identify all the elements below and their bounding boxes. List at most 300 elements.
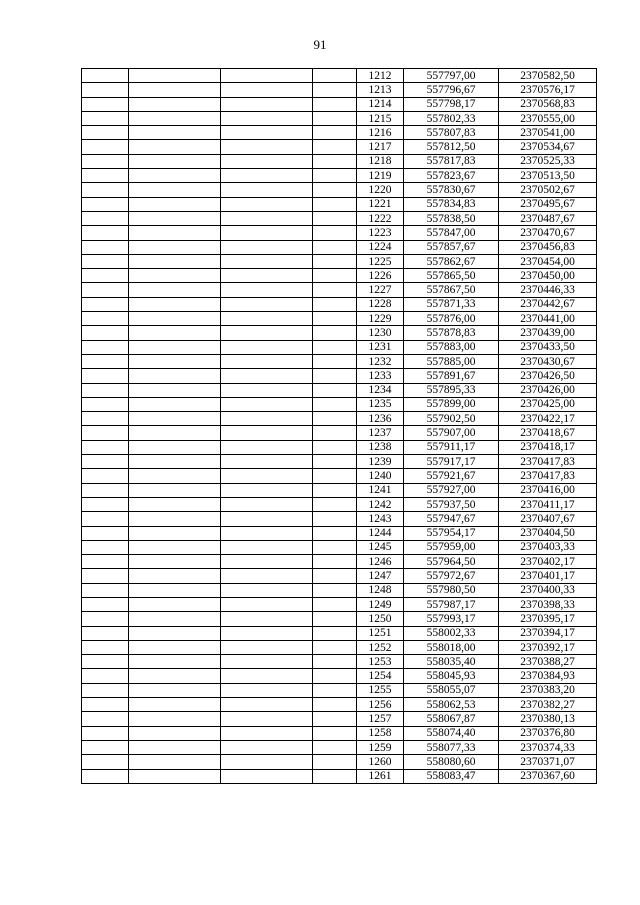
empty-cell [313, 326, 357, 340]
empty-cell [82, 269, 129, 283]
empty-cell [221, 354, 313, 368]
empty-cell [313, 297, 357, 311]
table-row [82, 669, 597, 683]
empty-cell [82, 154, 129, 168]
point-number-cell: 1258 [357, 726, 404, 740]
x-coordinate-cell: 557907,00 [404, 426, 499, 440]
empty-cell [313, 240, 357, 254]
point-number-cell: 1222 [357, 211, 404, 225]
x-coordinate-cell: 557867,50 [404, 283, 499, 297]
y-coordinate-cell: 2370371,07 [499, 755, 597, 769]
point-number-cell: 1224 [357, 240, 404, 254]
y-coordinate-cell: 2370446,33 [499, 283, 597, 297]
table-row [82, 312, 597, 326]
point-number-cell: 1237 [357, 426, 404, 440]
empty-cell [129, 240, 221, 254]
x-coordinate-cell: 557993,17 [404, 612, 499, 626]
empty-cell [221, 526, 313, 540]
y-coordinate-cell: 2370403,33 [499, 540, 597, 554]
empty-cell [221, 226, 313, 240]
empty-cell [313, 769, 357, 783]
empty-cell [313, 397, 357, 411]
x-coordinate-cell: 558018,00 [404, 640, 499, 654]
empty-cell [82, 569, 129, 583]
empty-cell [129, 397, 221, 411]
x-coordinate-cell: 557895,33 [404, 383, 499, 397]
point-number-cell: 1256 [357, 698, 404, 712]
y-coordinate-cell: 2370513,50 [499, 169, 597, 183]
empty-cell [82, 283, 129, 297]
table-row [82, 97, 597, 111]
empty-cell [221, 154, 313, 168]
empty-cell [129, 540, 221, 554]
empty-cell [129, 126, 221, 140]
y-coordinate-cell: 2370367,60 [499, 769, 597, 783]
y-coordinate-cell: 2370576,17 [499, 83, 597, 97]
empty-cell [129, 226, 221, 240]
x-coordinate-cell: 557917,17 [404, 455, 499, 469]
y-coordinate-cell: 2370376,80 [499, 726, 597, 740]
table-row [82, 426, 597, 440]
empty-cell [129, 283, 221, 297]
empty-cell [221, 497, 313, 511]
point-number-cell: 1261 [357, 769, 404, 783]
empty-cell [82, 354, 129, 368]
y-coordinate-cell: 2370441,00 [499, 312, 597, 326]
empty-cell [82, 640, 129, 654]
point-number-cell: 1239 [357, 455, 404, 469]
point-number-cell: 1221 [357, 197, 404, 211]
empty-cell [313, 469, 357, 483]
empty-cell [82, 169, 129, 183]
empty-cell [82, 211, 129, 225]
empty-cell [313, 111, 357, 125]
empty-cell [313, 183, 357, 197]
empty-cell [82, 698, 129, 712]
empty-cell [82, 111, 129, 125]
x-coordinate-cell: 557847,00 [404, 226, 499, 240]
x-coordinate-cell: 558067,87 [404, 712, 499, 726]
point-number-cell: 1233 [357, 369, 404, 383]
empty-cell [129, 497, 221, 511]
point-number-cell: 1234 [357, 383, 404, 397]
empty-cell [221, 583, 313, 597]
y-coordinate-cell: 2370404,50 [499, 526, 597, 540]
point-number-cell: 1249 [357, 597, 404, 611]
point-number-cell: 1223 [357, 226, 404, 240]
y-coordinate-cell: 2370541,00 [499, 126, 597, 140]
point-number-cell: 1242 [357, 497, 404, 511]
y-coordinate-cell: 2370470,67 [499, 226, 597, 240]
y-coordinate-cell: 2370388,27 [499, 655, 597, 669]
x-coordinate-cell: 557902,50 [404, 412, 499, 426]
table-row [82, 698, 597, 712]
empty-cell [82, 197, 129, 211]
empty-cell [313, 197, 357, 211]
empty-cell [221, 140, 313, 154]
empty-cell [82, 312, 129, 326]
empty-cell [313, 69, 357, 83]
x-coordinate-cell: 557802,33 [404, 111, 499, 125]
x-coordinate-cell: 557972,67 [404, 569, 499, 583]
empty-cell [221, 669, 313, 683]
point-number-cell: 1220 [357, 183, 404, 197]
table-row [82, 197, 597, 211]
x-coordinate-cell: 557980,50 [404, 583, 499, 597]
point-number-cell: 1226 [357, 269, 404, 283]
empty-cell [82, 726, 129, 740]
empty-cell [129, 683, 221, 697]
empty-cell [313, 312, 357, 326]
empty-cell [221, 369, 313, 383]
empty-cell [129, 669, 221, 683]
y-coordinate-cell: 2370417,83 [499, 469, 597, 483]
point-number-cell: 1243 [357, 512, 404, 526]
empty-cell [313, 83, 357, 97]
empty-cell [129, 440, 221, 454]
x-coordinate-cell: 558074,40 [404, 726, 499, 740]
empty-cell [129, 154, 221, 168]
empty-cell [82, 97, 129, 111]
empty-cell [313, 612, 357, 626]
empty-cell [129, 469, 221, 483]
x-coordinate-cell: 557876,00 [404, 312, 499, 326]
empty-cell [313, 97, 357, 111]
empty-cell [221, 283, 313, 297]
x-coordinate-cell: 557834,83 [404, 197, 499, 211]
empty-cell [313, 426, 357, 440]
point-number-cell: 1254 [357, 669, 404, 683]
empty-cell [82, 655, 129, 669]
empty-cell [129, 769, 221, 783]
empty-cell [221, 297, 313, 311]
point-number-cell: 1227 [357, 283, 404, 297]
point-number-cell: 1245 [357, 540, 404, 554]
x-coordinate-cell: 557797,00 [404, 69, 499, 83]
empty-cell [221, 69, 313, 83]
x-coordinate-cell: 557885,00 [404, 354, 499, 368]
point-number-cell: 1252 [357, 640, 404, 654]
y-coordinate-cell: 2370384,93 [499, 669, 597, 683]
point-number-cell: 1230 [357, 326, 404, 340]
empty-cell [221, 169, 313, 183]
empty-cell [129, 269, 221, 283]
y-coordinate-cell: 2370568,83 [499, 97, 597, 111]
empty-cell [129, 326, 221, 340]
point-number-cell: 1228 [357, 297, 404, 311]
empty-cell [82, 69, 129, 83]
point-number-cell: 1218 [357, 154, 404, 168]
empty-cell [129, 712, 221, 726]
empty-cell [221, 569, 313, 583]
y-coordinate-cell: 2370392,17 [499, 640, 597, 654]
empty-cell [129, 169, 221, 183]
empty-cell [221, 698, 313, 712]
table-row [82, 455, 597, 469]
point-number-cell: 1236 [357, 412, 404, 426]
x-coordinate-cell: 558080,60 [404, 755, 499, 769]
y-coordinate-cell: 2370555,00 [499, 111, 597, 125]
point-number-cell: 1214 [357, 97, 404, 111]
empty-cell [313, 726, 357, 740]
x-coordinate-cell: 557964,50 [404, 555, 499, 569]
empty-cell [221, 712, 313, 726]
empty-cell [82, 683, 129, 697]
empty-cell [221, 426, 313, 440]
point-number-cell: 1246 [357, 555, 404, 569]
empty-cell [221, 312, 313, 326]
empty-cell [82, 455, 129, 469]
empty-cell [129, 597, 221, 611]
x-coordinate-cell: 557891,67 [404, 369, 499, 383]
table-row [82, 226, 597, 240]
empty-cell [221, 254, 313, 268]
empty-cell [221, 726, 313, 740]
empty-cell [129, 254, 221, 268]
table-row [82, 755, 597, 769]
point-number-cell: 1248 [357, 583, 404, 597]
y-coordinate-cell: 2370456,83 [499, 240, 597, 254]
empty-cell [221, 440, 313, 454]
table-row [82, 497, 597, 511]
x-coordinate-cell: 557838,50 [404, 211, 499, 225]
empty-cell [129, 726, 221, 740]
empty-cell [82, 612, 129, 626]
x-coordinate-cell: 557796,67 [404, 83, 499, 97]
empty-cell [129, 698, 221, 712]
empty-cell [129, 555, 221, 569]
empty-cell [313, 340, 357, 354]
table-row [82, 740, 597, 754]
empty-cell [82, 712, 129, 726]
empty-cell [82, 469, 129, 483]
empty-cell [221, 397, 313, 411]
empty-cell [221, 769, 313, 783]
x-coordinate-cell: 557987,17 [404, 597, 499, 611]
y-coordinate-cell: 2370400,33 [499, 583, 597, 597]
table-row [82, 169, 597, 183]
empty-cell [129, 640, 221, 654]
x-coordinate-cell: 558077,33 [404, 740, 499, 754]
table-row [82, 683, 597, 697]
table-row [82, 469, 597, 483]
point-number-cell: 1235 [357, 397, 404, 411]
empty-cell [313, 540, 357, 554]
empty-cell [313, 755, 357, 769]
empty-cell [313, 740, 357, 754]
x-coordinate-cell: 557927,00 [404, 483, 499, 497]
table-row [82, 526, 597, 540]
table-row [82, 326, 597, 340]
empty-cell [313, 140, 357, 154]
x-coordinate-cell: 557878,83 [404, 326, 499, 340]
empty-cell [129, 412, 221, 426]
y-coordinate-cell: 2370383,20 [499, 683, 597, 697]
empty-cell [129, 383, 221, 397]
table-row [82, 269, 597, 283]
table-row [82, 211, 597, 225]
empty-cell [129, 197, 221, 211]
empty-cell [82, 397, 129, 411]
y-coordinate-cell: 2370534,67 [499, 140, 597, 154]
table-row [82, 726, 597, 740]
empty-cell [221, 412, 313, 426]
y-coordinate-cell: 2370416,00 [499, 483, 597, 497]
page-number: 91 [313, 37, 327, 52]
y-coordinate-cell: 2370380,13 [499, 712, 597, 726]
empty-cell [313, 226, 357, 240]
empty-cell [221, 211, 313, 225]
empty-cell [313, 354, 357, 368]
table-row [82, 626, 597, 640]
point-number-cell: 1216 [357, 126, 404, 140]
y-coordinate-cell: 2370402,17 [499, 555, 597, 569]
empty-cell [82, 555, 129, 569]
empty-cell [82, 669, 129, 683]
empty-cell [82, 512, 129, 526]
empty-cell [221, 626, 313, 640]
empty-cell [221, 83, 313, 97]
empty-cell [313, 269, 357, 283]
empty-cell [82, 412, 129, 426]
empty-cell [129, 569, 221, 583]
empty-cell [129, 312, 221, 326]
x-coordinate-cell: 557871,33 [404, 297, 499, 311]
point-number-cell: 1217 [357, 140, 404, 154]
table-row [82, 283, 597, 297]
table-row [82, 383, 597, 397]
empty-cell [221, 383, 313, 397]
empty-cell [313, 283, 357, 297]
table-row [82, 111, 597, 125]
empty-cell [82, 240, 129, 254]
table-row [82, 340, 597, 354]
empty-cell [82, 526, 129, 540]
empty-cell [313, 483, 357, 497]
empty-cell [82, 369, 129, 383]
x-coordinate-cell: 557959,00 [404, 540, 499, 554]
x-coordinate-cell: 557798,17 [404, 97, 499, 111]
empty-cell [313, 440, 357, 454]
table-row [82, 183, 597, 197]
point-number-cell: 1253 [357, 655, 404, 669]
x-coordinate-cell: 557937,50 [404, 497, 499, 511]
empty-cell [221, 483, 313, 497]
empty-cell [129, 83, 221, 97]
empty-cell [129, 583, 221, 597]
empty-cell [221, 340, 313, 354]
y-coordinate-cell: 2370450,00 [499, 269, 597, 283]
x-coordinate-cell: 557857,67 [404, 240, 499, 254]
empty-cell [313, 583, 357, 597]
empty-cell [82, 83, 129, 97]
empty-cell [82, 483, 129, 497]
empty-cell [221, 326, 313, 340]
empty-cell [221, 183, 313, 197]
x-coordinate-cell: 557823,67 [404, 169, 499, 183]
table-row [82, 655, 597, 669]
point-number-cell: 1241 [357, 483, 404, 497]
point-number-cell: 1259 [357, 740, 404, 754]
empty-cell [221, 540, 313, 554]
empty-cell [221, 111, 313, 125]
empty-cell [313, 555, 357, 569]
y-coordinate-cell: 2370439,00 [499, 326, 597, 340]
empty-cell [313, 698, 357, 712]
empty-cell [313, 369, 357, 383]
point-number-cell: 1238 [357, 440, 404, 454]
table-row [82, 612, 597, 626]
point-number-cell: 1260 [357, 755, 404, 769]
y-coordinate-cell: 2370487,67 [499, 211, 597, 225]
empty-cell [129, 97, 221, 111]
point-number-cell: 1240 [357, 469, 404, 483]
empty-cell [82, 126, 129, 140]
empty-cell [221, 512, 313, 526]
point-number-cell: 1231 [357, 340, 404, 354]
y-coordinate-cell: 2370442,67 [499, 297, 597, 311]
empty-cell [221, 640, 313, 654]
empty-cell [82, 626, 129, 640]
empty-cell [221, 197, 313, 211]
table-row [82, 597, 597, 611]
table-row [82, 254, 597, 268]
empty-cell [221, 597, 313, 611]
y-coordinate-cell: 2370374,33 [499, 740, 597, 754]
point-number-cell: 1225 [357, 254, 404, 268]
empty-cell [82, 740, 129, 754]
table-row [82, 369, 597, 383]
empty-cell [129, 526, 221, 540]
point-number-cell: 1251 [357, 626, 404, 640]
x-coordinate-cell: 557865,50 [404, 269, 499, 283]
y-coordinate-cell: 2370407,67 [499, 512, 597, 526]
table-row [82, 397, 597, 411]
empty-cell [129, 369, 221, 383]
empty-cell [82, 597, 129, 611]
empty-cell [313, 383, 357, 397]
empty-cell [82, 426, 129, 440]
table-row [82, 297, 597, 311]
empty-cell [82, 326, 129, 340]
empty-cell [221, 683, 313, 697]
empty-cell [129, 340, 221, 354]
point-number-cell: 1250 [357, 612, 404, 626]
x-coordinate-cell: 557830,67 [404, 183, 499, 197]
empty-cell [313, 211, 357, 225]
empty-cell [221, 240, 313, 254]
table-row [82, 354, 597, 368]
empty-cell [221, 469, 313, 483]
empty-cell [129, 69, 221, 83]
x-coordinate-cell: 558002,33 [404, 626, 499, 640]
y-coordinate-cell: 2370401,17 [499, 569, 597, 583]
point-number-cell: 1232 [357, 354, 404, 368]
table-row [82, 712, 597, 726]
empty-cell [82, 226, 129, 240]
empty-cell [129, 426, 221, 440]
empty-cell [129, 483, 221, 497]
table-row [82, 512, 597, 526]
empty-cell [82, 340, 129, 354]
empty-cell [221, 655, 313, 669]
x-coordinate-cell: 557812,50 [404, 140, 499, 154]
table-row [82, 154, 597, 168]
x-coordinate-cell: 557954,17 [404, 526, 499, 540]
coordinates-table-body [82, 69, 597, 784]
x-coordinate-cell: 558055,07 [404, 683, 499, 697]
y-coordinate-cell: 2370425,00 [499, 397, 597, 411]
